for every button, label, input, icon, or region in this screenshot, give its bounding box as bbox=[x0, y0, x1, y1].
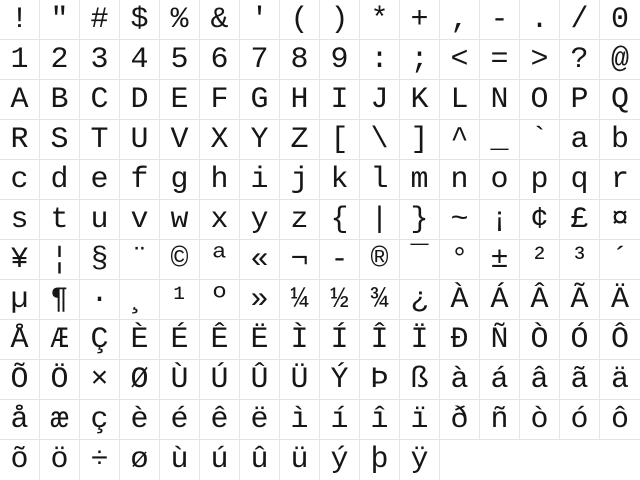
glyph-cell[interactable]: ) bbox=[320, 0, 360, 40]
glyph-cell[interactable]: å bbox=[0, 400, 40, 440]
glyph-cell[interactable]: ð bbox=[440, 400, 480, 440]
glyph-cell[interactable]: T bbox=[80, 120, 120, 160]
glyph-cell[interactable]: ã bbox=[560, 360, 600, 400]
glyph-row bbox=[0, 200, 640, 240]
glyph-cell[interactable]: Ì bbox=[280, 320, 320, 360]
glyph-cell[interactable]: ° bbox=[440, 240, 480, 280]
glyph-cell[interactable]: ñ bbox=[480, 400, 520, 440]
glyph-cell[interactable]: F bbox=[200, 80, 240, 120]
glyph-cell[interactable]: Ï bbox=[400, 320, 440, 360]
glyph-cell[interactable]: ¦ bbox=[40, 240, 80, 280]
glyph-cell[interactable]: ò bbox=[520, 400, 560, 440]
glyph-cell[interactable]: L bbox=[440, 80, 480, 120]
glyph-cell[interactable]: 6 bbox=[200, 40, 240, 80]
glyph-cell[interactable]: @ bbox=[600, 40, 640, 80]
glyph-cell[interactable]: E bbox=[160, 80, 200, 120]
glyph-cell[interactable]: ' bbox=[240, 0, 280, 40]
glyph-cell[interactable]: [ bbox=[320, 120, 360, 160]
glyph-cell[interactable]: Ñ bbox=[480, 320, 520, 360]
glyph-cell[interactable]: Y bbox=[240, 120, 280, 160]
glyph-cell[interactable]: ÿ bbox=[400, 440, 440, 480]
glyph-cell[interactable]: Ê bbox=[200, 320, 240, 360]
glyph-cell[interactable]: ó bbox=[560, 400, 600, 440]
glyph-cell[interactable]: g bbox=[160, 160, 200, 200]
glyph-cell[interactable]: _ bbox=[480, 120, 520, 160]
glyph-cell[interactable]: Í bbox=[320, 320, 360, 360]
glyph-cell[interactable]: µ bbox=[0, 280, 40, 320]
glyph-cell[interactable]: e bbox=[80, 160, 120, 200]
glyph-cell[interactable]: ý bbox=[320, 440, 360, 480]
glyph-cell[interactable]: ± bbox=[480, 240, 520, 280]
glyph-cell[interactable]: à bbox=[440, 360, 480, 400]
glyph-row bbox=[0, 160, 640, 200]
glyph-cell[interactable]: 2 bbox=[40, 40, 80, 80]
glyph-cell[interactable]: â bbox=[520, 360, 560, 400]
glyph-cell[interactable]: O bbox=[520, 80, 560, 120]
glyph-cell[interactable]: 4 bbox=[120, 40, 160, 80]
glyph-cell[interactable]: ¥ bbox=[0, 240, 40, 280]
glyph-cell[interactable]: $ bbox=[120, 0, 160, 40]
glyph-cell[interactable]: Ë bbox=[240, 320, 280, 360]
glyph-cell[interactable]: ö bbox=[40, 440, 80, 480]
glyph-row bbox=[0, 0, 640, 40]
glyph-cell[interactable]: û bbox=[240, 440, 280, 480]
glyph-cell[interactable]: þ bbox=[360, 440, 400, 480]
glyph-cell[interactable]: n bbox=[440, 160, 480, 200]
glyph-cell[interactable]: ¨ bbox=[120, 240, 160, 280]
glyph-row bbox=[0, 440, 640, 480]
glyph-cell[interactable]: c bbox=[0, 160, 40, 200]
glyph-cell[interactable]: ÷ bbox=[80, 440, 120, 480]
glyph-cell[interactable]: H bbox=[280, 80, 320, 120]
glyph-row bbox=[0, 40, 640, 80]
glyph-cell[interactable]: } bbox=[400, 200, 440, 240]
glyph-cell[interactable]: á bbox=[480, 360, 520, 400]
glyph-cell[interactable]: & bbox=[200, 0, 240, 40]
glyph-cell[interactable]: Ö bbox=[40, 360, 80, 400]
glyph-row bbox=[0, 360, 640, 400]
glyph-cell[interactable]: , bbox=[440, 0, 480, 40]
glyph-cell[interactable]: ® bbox=[360, 240, 400, 280]
glyph-cell[interactable]: ç bbox=[80, 400, 120, 440]
glyph-row bbox=[0, 320, 640, 360]
glyph-cell[interactable]: R bbox=[0, 120, 40, 160]
glyph-cell[interactable]: í bbox=[320, 400, 360, 440]
glyph-cell[interactable]: z bbox=[280, 200, 320, 240]
glyph-cell[interactable]: h bbox=[200, 160, 240, 200]
glyph-cell[interactable]: 8 bbox=[280, 40, 320, 80]
glyph-cell[interactable]: Ú bbox=[200, 360, 240, 400]
glyph-cell[interactable]: q bbox=[560, 160, 600, 200]
glyph-cell[interactable]: K bbox=[400, 80, 440, 120]
glyph-cell[interactable]: ¸ bbox=[120, 280, 160, 320]
glyph-cell[interactable]: Û bbox=[240, 360, 280, 400]
glyph-cell[interactable]: Ó bbox=[560, 320, 600, 360]
glyph-cell[interactable]: é bbox=[160, 400, 200, 440]
glyph-cell[interactable]: - bbox=[320, 240, 360, 280]
glyph-cell[interactable]: ² bbox=[520, 240, 560, 280]
glyph-cell[interactable]: ô bbox=[600, 400, 640, 440]
glyph-cell[interactable]: B bbox=[40, 80, 80, 120]
glyph-cell[interactable]: S bbox=[40, 120, 80, 160]
glyph-cell[interactable]: ! bbox=[0, 0, 40, 40]
glyph-cell[interactable]: Þ bbox=[360, 360, 400, 400]
glyph-cell[interactable]: { bbox=[320, 200, 360, 240]
glyph-cell[interactable]: ; bbox=[400, 40, 440, 80]
glyph-cell[interactable]: Ù bbox=[160, 360, 200, 400]
glyph-cell[interactable]: ú bbox=[200, 440, 240, 480]
glyph-cell[interactable]: 5 bbox=[160, 40, 200, 80]
glyph-cell[interactable]: ë bbox=[240, 400, 280, 440]
glyph-cell[interactable]: Õ bbox=[0, 360, 40, 400]
glyph-row bbox=[0, 240, 640, 280]
glyph-cell[interactable]: G bbox=[240, 80, 280, 120]
glyph-cell[interactable]: £ bbox=[560, 200, 600, 240]
glyph-cell[interactable]: a bbox=[560, 120, 600, 160]
glyph-cell[interactable]: p bbox=[520, 160, 560, 200]
glyph-cell[interactable]: ½ bbox=[320, 280, 360, 320]
glyph-row bbox=[0, 400, 640, 440]
glyph-cell[interactable]: À bbox=[440, 280, 480, 320]
glyph-cell[interactable]: © bbox=[160, 240, 200, 280]
glyph-cell[interactable]: m bbox=[400, 160, 440, 200]
glyph-cell[interactable]: Z bbox=[280, 120, 320, 160]
glyph-row bbox=[0, 280, 640, 320]
glyph-cell[interactable]: ¿ bbox=[400, 280, 440, 320]
glyph-cell[interactable]: Æ bbox=[40, 320, 80, 360]
glyph-cell[interactable]: b bbox=[600, 120, 640, 160]
glyph-cell[interactable]: A bbox=[0, 80, 40, 120]
glyph-cell[interactable]: » bbox=[240, 280, 280, 320]
glyph-cell[interactable]: < bbox=[440, 40, 480, 80]
glyph-cell[interactable]: ä bbox=[600, 360, 640, 400]
glyph-cell[interactable]: Ô bbox=[600, 320, 640, 360]
glyph-cell[interactable]: ì bbox=[280, 400, 320, 440]
glyph-cell[interactable]: = bbox=[480, 40, 520, 80]
glyph-cell[interactable]: N bbox=[480, 80, 520, 120]
glyph-cell[interactable]: Q bbox=[600, 80, 640, 120]
glyph-cell[interactable]: « bbox=[240, 240, 280, 280]
glyph-cell[interactable]: ¹ bbox=[160, 280, 200, 320]
glyph-cell[interactable]: × bbox=[80, 360, 120, 400]
glyph-cell[interactable]: Ð bbox=[440, 320, 480, 360]
glyph-row bbox=[0, 80, 640, 120]
glyph-cell[interactable]: I bbox=[320, 80, 360, 120]
glyph-cell[interactable]: . bbox=[520, 0, 560, 40]
glyph-cell[interactable]: u bbox=[80, 200, 120, 240]
glyph-cell[interactable]: ß bbox=[400, 360, 440, 400]
glyph-cell[interactable]: o bbox=[480, 160, 520, 200]
glyph-cell[interactable]: D bbox=[120, 80, 160, 120]
glyph-cell[interactable]: Î bbox=[360, 320, 400, 360]
glyph-cell[interactable]: ¬ bbox=[280, 240, 320, 280]
glyph-cell[interactable]: t bbox=[40, 200, 80, 240]
glyph-cell[interactable]: ¶ bbox=[40, 280, 80, 320]
glyph-cell[interactable]: ¢ bbox=[520, 200, 560, 240]
glyph-cell[interactable]: # bbox=[80, 0, 120, 40]
glyph-cell[interactable]: l bbox=[360, 160, 400, 200]
glyph-cell[interactable]: ] bbox=[400, 120, 440, 160]
glyph-cell[interactable]: ù bbox=[160, 440, 200, 480]
glyph-cell[interactable]: º bbox=[200, 280, 240, 320]
glyph-cell[interactable]: ( bbox=[280, 0, 320, 40]
glyph-cell[interactable]: U bbox=[120, 120, 160, 160]
glyph-cell[interactable]: Å bbox=[0, 320, 40, 360]
glyph-cell[interactable]: X bbox=[200, 120, 240, 160]
glyph-cell[interactable]: æ bbox=[40, 400, 80, 440]
glyph-cell[interactable]: / bbox=[560, 0, 600, 40]
glyph-cell[interactable]: ` bbox=[520, 120, 560, 160]
glyph-cell[interactable]: ï bbox=[400, 400, 440, 440]
glyph-cell[interactable]: ³ bbox=[560, 240, 600, 280]
glyph-cell[interactable]: ¾ bbox=[360, 280, 400, 320]
glyph-cell[interactable]: - bbox=[480, 0, 520, 40]
glyph-cell[interactable]: ø bbox=[120, 440, 160, 480]
glyph-cell[interactable]: ¼ bbox=[280, 280, 320, 320]
glyph-cell[interactable]: è bbox=[120, 400, 160, 440]
glyph-cell[interactable]: Ç bbox=[80, 320, 120, 360]
glyph-cell[interactable]: d bbox=[40, 160, 80, 200]
glyph-cell[interactable]: Â bbox=[520, 280, 560, 320]
glyph-cell[interactable]: · bbox=[80, 280, 120, 320]
glyph-cell[interactable]: Ý bbox=[320, 360, 360, 400]
glyph-cell[interactable]: Ã bbox=[560, 280, 600, 320]
glyph-cell[interactable]: " bbox=[40, 0, 80, 40]
glyph-cell[interactable]: \ bbox=[360, 120, 400, 160]
glyph-cell[interactable]: Ü bbox=[280, 360, 320, 400]
glyph-cell[interactable]: P bbox=[560, 80, 600, 120]
glyph-cell[interactable]: 0 bbox=[600, 0, 640, 40]
glyph-cell[interactable]: ¤ bbox=[600, 200, 640, 240]
glyph-cell[interactable]: È bbox=[120, 320, 160, 360]
glyph-cell[interactable]: k bbox=[320, 160, 360, 200]
glyph-cell[interactable]: % bbox=[160, 0, 200, 40]
glyph-cell[interactable]: Ä bbox=[600, 280, 640, 320]
glyph-cell[interactable]: õ bbox=[0, 440, 40, 480]
glyph-cell[interactable]: î bbox=[360, 400, 400, 440]
glyph-cell[interactable]: ê bbox=[200, 400, 240, 440]
glyph-cell[interactable]: * bbox=[360, 0, 400, 40]
glyph-row bbox=[0, 120, 640, 160]
glyph-cell[interactable]: i bbox=[240, 160, 280, 200]
glyph-cell[interactable]: V bbox=[160, 120, 200, 160]
glyph-cell[interactable]: j bbox=[280, 160, 320, 200]
glyph-cell[interactable]: 7 bbox=[240, 40, 280, 80]
glyph-cell[interactable]: v bbox=[120, 200, 160, 240]
glyph-cell[interactable]: ü bbox=[280, 440, 320, 480]
glyph-cell[interactable]: J bbox=[360, 80, 400, 120]
glyph-cell[interactable]: ~ bbox=[440, 200, 480, 240]
glyph-cell[interactable]: y bbox=[240, 200, 280, 240]
glyph-cell[interactable]: | bbox=[360, 200, 400, 240]
glyph-cell[interactable]: Ò bbox=[520, 320, 560, 360]
glyph-cell[interactable]: Ø bbox=[120, 360, 160, 400]
glyph-cell[interactable]: 9 bbox=[320, 40, 360, 80]
glyph-cell[interactable]: : bbox=[360, 40, 400, 80]
glyph-cell[interactable]: ¯ bbox=[400, 240, 440, 280]
glyph-cell[interactable]: ? bbox=[560, 40, 600, 80]
glyph-cell[interactable]: 1 bbox=[0, 40, 40, 80]
glyph-cell[interactable]: > bbox=[520, 40, 560, 80]
glyph-cell[interactable]: ª bbox=[200, 240, 240, 280]
glyph-cell[interactable]: x bbox=[200, 200, 240, 240]
glyph-cell[interactable]: 3 bbox=[80, 40, 120, 80]
glyph-cell[interactable]: Á bbox=[480, 280, 520, 320]
glyph-cell[interactable]: s bbox=[0, 200, 40, 240]
glyph-cell[interactable]: ¡ bbox=[480, 200, 520, 240]
glyph-cell[interactable]: ^ bbox=[440, 120, 480, 160]
glyph-cell[interactable]: É bbox=[160, 320, 200, 360]
glyph-cell[interactable]: + bbox=[400, 0, 440, 40]
glyph-cell[interactable]: w bbox=[160, 200, 200, 240]
glyph-cell[interactable]: C bbox=[80, 80, 120, 120]
glyph-cell[interactable]: r bbox=[600, 160, 640, 200]
glyph-cell[interactable]: § bbox=[80, 240, 120, 280]
glyph-cell[interactable]: f bbox=[120, 160, 160, 200]
glyph-cell[interactable]: ´ bbox=[600, 240, 640, 280]
